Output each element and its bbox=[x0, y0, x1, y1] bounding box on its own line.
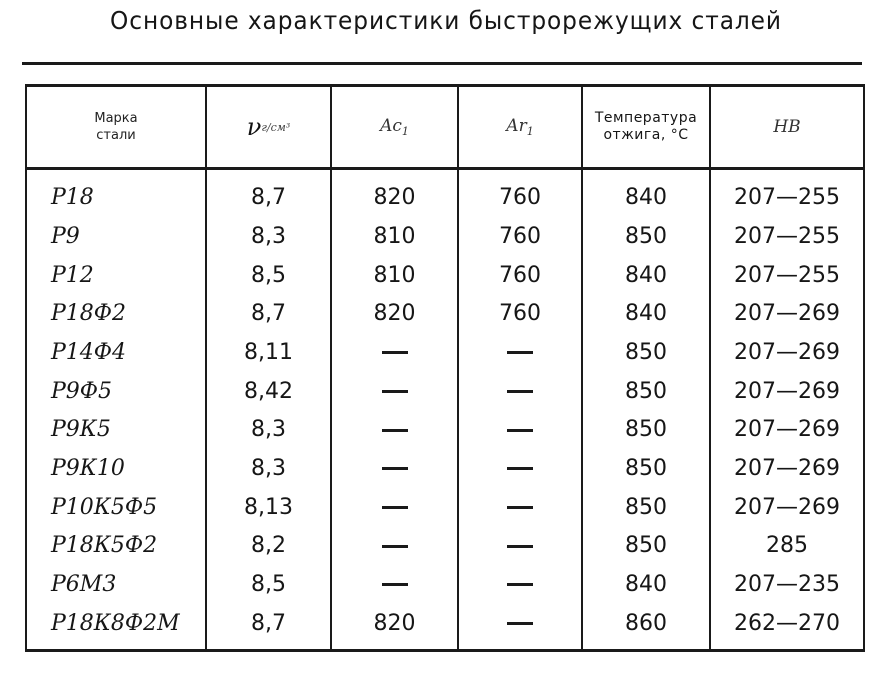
cell-anneal-value: 850 bbox=[625, 494, 667, 520]
cell-grade bbox=[26, 410, 206, 449]
cell-hb-value: 207—269 bbox=[734, 455, 840, 481]
dash-mark bbox=[382, 545, 408, 548]
table-row bbox=[26, 565, 864, 604]
cell-grade bbox=[26, 294, 206, 333]
cell-hb bbox=[710, 333, 864, 372]
table-row bbox=[26, 294, 864, 333]
cell-hb bbox=[710, 410, 864, 449]
cell-ar1 bbox=[458, 565, 582, 604]
cell-ar1 bbox=[458, 169, 582, 218]
cell-grade bbox=[26, 488, 206, 527]
cell-density bbox=[206, 410, 331, 449]
cell-ar1 bbox=[458, 294, 582, 333]
cell-density bbox=[206, 333, 331, 372]
cell-anneal-value: 850 bbox=[625, 417, 667, 443]
cell-ar1-value: 760 bbox=[499, 262, 541, 288]
cell-density bbox=[206, 372, 331, 411]
cell-anneal bbox=[582, 256, 710, 295]
cell-ac1 bbox=[331, 604, 458, 651]
cell-density bbox=[206, 488, 331, 527]
cell-anneal-value: 850 bbox=[625, 378, 667, 404]
table-row bbox=[26, 410, 864, 449]
cell-hb-value: 207—235 bbox=[734, 571, 840, 597]
cell-ar1 bbox=[458, 449, 582, 488]
steel-characteristics-table bbox=[25, 84, 865, 652]
table-row bbox=[26, 169, 864, 218]
cell-hb-value: 207—269 bbox=[734, 494, 840, 520]
title-rule bbox=[22, 62, 862, 65]
cell-anneal bbox=[582, 333, 710, 372]
dash-mark bbox=[382, 506, 408, 509]
cell-anneal bbox=[582, 217, 710, 256]
cell-ac1 bbox=[331, 410, 458, 449]
cell-ar1 bbox=[458, 488, 582, 527]
cell-density-value: 8,13 bbox=[244, 494, 293, 520]
cell-ac1 bbox=[331, 333, 458, 372]
cell-anneal bbox=[582, 488, 710, 527]
cell-anneal bbox=[582, 449, 710, 488]
cell-ar1 bbox=[458, 604, 582, 651]
header-grade-line1: Марка bbox=[94, 111, 138, 126]
cell-grade-value: Р18К5Ф2 bbox=[51, 533, 158, 559]
cell-grade-value: Р9К5 bbox=[51, 417, 111, 443]
cell-grade-value: Р9Ф5 bbox=[51, 378, 113, 404]
cell-hb-value: 207—269 bbox=[734, 417, 840, 443]
header-anneal-temp bbox=[582, 86, 710, 169]
cell-anneal-value: 850 bbox=[625, 223, 667, 249]
cell-anneal bbox=[582, 565, 710, 604]
cell-ar1-value: 760 bbox=[499, 301, 541, 327]
cell-grade bbox=[26, 449, 206, 488]
table-row bbox=[26, 526, 864, 565]
cell-anneal bbox=[582, 410, 710, 449]
cell-anneal-value: 840 bbox=[625, 571, 667, 597]
cell-density-value: 8,3 bbox=[251, 455, 286, 481]
cell-grade bbox=[26, 526, 206, 565]
cell-density bbox=[206, 449, 331, 488]
cell-grade-value: Р18 bbox=[51, 185, 94, 211]
cell-anneal-value: 850 bbox=[625, 533, 667, 559]
cell-hb bbox=[710, 169, 864, 218]
cell-density-value: 8,7 bbox=[251, 610, 286, 636]
cell-grade bbox=[26, 169, 206, 218]
dash-mark bbox=[382, 390, 408, 393]
cell-density bbox=[206, 526, 331, 565]
cell-ar1 bbox=[458, 526, 582, 565]
cell-hb-value: 262—270 bbox=[734, 610, 840, 636]
dash-mark bbox=[507, 583, 533, 586]
cell-ac1 bbox=[331, 372, 458, 411]
cell-grade bbox=[26, 217, 206, 256]
cell-grade-value: Р18К8Ф2М bbox=[51, 610, 180, 636]
cell-hb bbox=[710, 488, 864, 527]
cell-hb-value: 207—255 bbox=[734, 185, 840, 211]
cell-ac1-value: 820 bbox=[373, 185, 416, 211]
cell-grade-value: Р9 bbox=[51, 223, 80, 249]
cell-density bbox=[206, 169, 331, 218]
header-ar1-label: Ar bbox=[506, 116, 527, 136]
cell-anneal-value: 850 bbox=[625, 455, 667, 481]
cell-grade-value: Р18Ф2 bbox=[51, 301, 127, 327]
table-header-row bbox=[26, 86, 864, 169]
cell-density-value: 8,42 bbox=[244, 378, 293, 404]
cell-ac1 bbox=[331, 256, 458, 295]
cell-ac1-value: 810 bbox=[373, 223, 416, 249]
cell-hb bbox=[710, 217, 864, 256]
cell-grade bbox=[26, 372, 206, 411]
cell-anneal-value: 840 bbox=[625, 262, 667, 288]
cell-ac1 bbox=[331, 526, 458, 565]
cell-hb bbox=[710, 372, 864, 411]
dash-mark bbox=[507, 506, 533, 509]
cell-hb bbox=[710, 565, 864, 604]
cell-density bbox=[206, 565, 331, 604]
dash-mark bbox=[382, 583, 408, 586]
header-hb-label: HB bbox=[773, 117, 801, 137]
cell-density bbox=[206, 217, 331, 256]
table-row bbox=[26, 217, 864, 256]
cell-ac1 bbox=[331, 565, 458, 604]
cell-ac1 bbox=[331, 217, 458, 256]
dash-mark bbox=[507, 390, 533, 393]
cell-hb-value: 285 bbox=[766, 533, 808, 559]
table-row bbox=[26, 256, 864, 295]
table-row bbox=[26, 372, 864, 411]
cell-density-value: 8,7 bbox=[251, 185, 286, 211]
dash-mark bbox=[507, 429, 533, 432]
cell-hb-value: 207—269 bbox=[734, 339, 840, 365]
cell-density-value: 8,11 bbox=[244, 339, 293, 365]
cell-density bbox=[206, 294, 331, 333]
cell-anneal bbox=[582, 294, 710, 333]
cell-ar1 bbox=[458, 217, 582, 256]
cell-anneal-value: 860 bbox=[625, 610, 667, 636]
page-title: Основные характеристики быстрорежущих сталей bbox=[110, 6, 782, 35]
cell-grade-value: Р9К10 bbox=[51, 455, 125, 481]
cell-ac1-value: 810 bbox=[373, 262, 416, 288]
cell-ar1 bbox=[458, 256, 582, 295]
cell-grade-value: Р10К5Ф5 bbox=[51, 494, 158, 520]
cell-anneal bbox=[582, 169, 710, 218]
cell-hb-value: 207—269 bbox=[734, 301, 840, 327]
cell-hb-value: 207—255 bbox=[734, 262, 840, 288]
dash-mark bbox=[507, 351, 533, 354]
cell-grade-value: Р12 bbox=[51, 262, 94, 288]
header-density-unit: г/см³ bbox=[261, 121, 291, 134]
cell-hb bbox=[710, 256, 864, 295]
table-body bbox=[26, 169, 864, 651]
cell-anneal-value: 850 bbox=[625, 339, 667, 365]
dash-mark bbox=[382, 467, 408, 470]
cell-grade-value: Р14Ф4 bbox=[51, 339, 127, 365]
cell-density-value: 8,3 bbox=[251, 223, 286, 249]
cell-ac1-value: 820 bbox=[373, 301, 416, 327]
cell-ac1 bbox=[331, 294, 458, 333]
cell-density bbox=[206, 604, 331, 651]
cell-grade bbox=[26, 256, 206, 295]
table-row bbox=[26, 604, 864, 651]
dash-mark bbox=[507, 545, 533, 548]
cell-density-value: 8,3 bbox=[251, 417, 286, 443]
cell-anneal bbox=[582, 372, 710, 411]
cell-hb bbox=[710, 604, 864, 651]
header-ac1 bbox=[331, 86, 458, 169]
cell-grade bbox=[26, 565, 206, 604]
cell-hb bbox=[710, 526, 864, 565]
header-density bbox=[206, 86, 331, 169]
cell-ar1 bbox=[458, 333, 582, 372]
header-ar1 bbox=[458, 86, 582, 169]
cell-grade-value: Р6М3 bbox=[51, 571, 117, 597]
cell-anneal-value: 840 bbox=[625, 185, 667, 211]
cell-ac1-value: 820 bbox=[373, 610, 416, 636]
cell-ac1 bbox=[331, 449, 458, 488]
header-grade-line2: стали bbox=[96, 128, 136, 143]
cell-ar1-value: 760 bbox=[499, 223, 541, 249]
header-ac1-label: Ac bbox=[380, 116, 402, 136]
dash-mark bbox=[507, 622, 533, 625]
cell-grade bbox=[26, 604, 206, 651]
dash-mark bbox=[507, 467, 533, 470]
header-grade bbox=[26, 86, 206, 169]
cell-ac1 bbox=[331, 488, 458, 527]
header-ar1-sub: 1 bbox=[526, 125, 534, 138]
dash-mark bbox=[382, 351, 408, 354]
cell-ar1 bbox=[458, 372, 582, 411]
cell-anneal-value: 840 bbox=[625, 301, 667, 327]
cell-hb-value: 207—269 bbox=[734, 378, 840, 404]
cell-density-value: 8,7 bbox=[251, 301, 286, 327]
cell-hb-value: 207—255 bbox=[734, 223, 840, 249]
table-row bbox=[26, 488, 864, 527]
header-ac1-sub: 1 bbox=[401, 125, 409, 138]
cell-ar1 bbox=[458, 410, 582, 449]
cell-density bbox=[206, 256, 331, 295]
header-anneal-line2: отжига, °C bbox=[603, 127, 689, 143]
cell-ar1-value: 760 bbox=[499, 185, 541, 211]
cell-density-value: 8,5 bbox=[251, 571, 286, 597]
cell-density-value: 8,5 bbox=[251, 262, 286, 288]
cell-hb bbox=[710, 294, 864, 333]
header-hb bbox=[710, 86, 864, 169]
cell-hb bbox=[710, 449, 864, 488]
cell-anneal bbox=[582, 604, 710, 651]
table-row bbox=[26, 333, 864, 372]
header-density-symbol: ν bbox=[246, 113, 262, 141]
dash-mark bbox=[382, 429, 408, 432]
cell-grade bbox=[26, 333, 206, 372]
cell-ac1 bbox=[331, 169, 458, 218]
table-row bbox=[26, 449, 864, 488]
cell-anneal bbox=[582, 526, 710, 565]
header-anneal-line1: Температура bbox=[594, 110, 698, 126]
cell-density-value: 8,2 bbox=[251, 533, 286, 559]
